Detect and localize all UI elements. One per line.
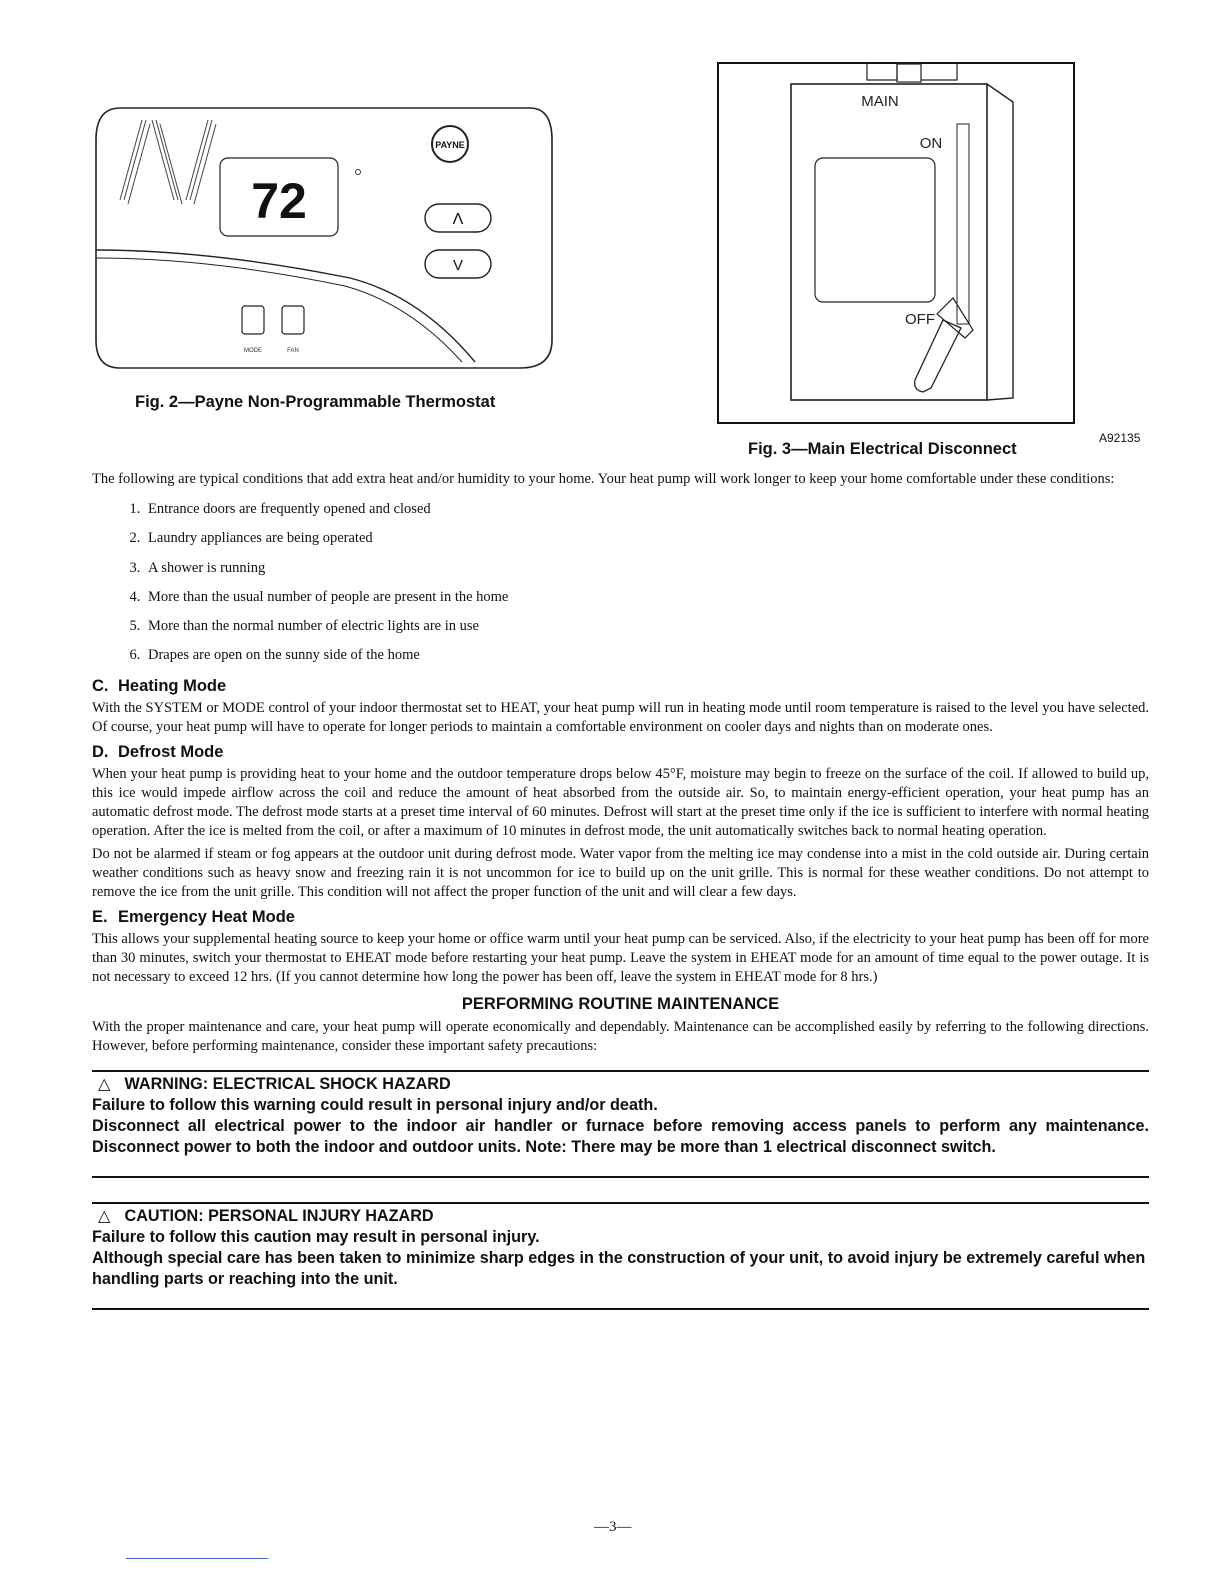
list-item: 3. A shower is running [144,554,1149,583]
section-letter: C. [92,676,109,695]
caution-box [92,1202,1149,1310]
caution-title [92,1206,1149,1227]
section-title: Defrost Mode [118,742,224,761]
bottom-link-underline[interactable] [126,1558,268,1559]
fan-label: FAN [287,348,299,354]
temperature-readout: 72 [251,173,307,229]
list-item: 6. Drapes are open on the sunny side of the home [144,641,1149,670]
page-number: —3— [594,1519,632,1535]
heating-mode-heading [92,675,1149,697]
disconnect-illustration [717,62,1075,424]
payne-logo-text: PAYNE [435,140,465,150]
thermostat-body [96,108,552,368]
conditions-list [92,495,1149,671]
disconnect-box [791,84,987,400]
warning-line-2: Disconnect all electrical power to the indoor air handler or furnace before removing access panels to perform any maintenance. Disconnect power to both the indoor and outdoor units. Note: There may be more than 1 electrical disconnect switch. [92,1116,1149,1156]
body-text [92,470,1149,1310]
warning-triangle-icon: △ [98,1074,111,1093]
up-arrow-icon: Λ [452,211,464,228]
list-item: 4. More than the usual number of people are present in the home [144,583,1149,612]
list-item: 5. More than the normal number of electric lights are in use [144,612,1149,641]
list-item: 2. Laundry appliances are being operated [144,524,1149,553]
main-label: MAIN [861,93,899,110]
down-arrow-icon: V [452,257,464,274]
defrost-mode-heading [92,741,1149,763]
section-letter: E. [92,907,108,926]
caution-title-text: CAUTION: PERSONAL INJURY HAZARD [124,1206,434,1225]
figure-code: A92135 [1099,431,1141,445]
maintenance-heading: PERFORMING ROUTINE MAINTENANCE [461,994,780,1013]
defrost-paragraph-2: Do not be alarmed if steam or fog appears at the outdoor unit during defrost mode. Water vapor from the melting ice may condense into a mist in the cold outside air. During certain weather conditions such as heavy snow and freezing rain it is not uncommon for ice to build up on the unit grille. This is normal for these weather conditions. Do not attempt to remove the ice from the unit grille. This condition will not affect the proper function of the unit and will clear a few days. [92,845,1149,900]
caution-line-1: Failure to follow this caution may result in personal injury. [92,1227,540,1246]
warning-title-text: WARNING: ELECTRICAL SHOCK HAZARD [124,1074,451,1093]
vent-slats-icon [120,120,216,204]
maintenance-paragraph: With the proper maintenance and care, your heat pump will operate economically and dependably. Maintenance can be accomplished easily by referring to the following directions. However, before performing maintenance, consider these important safety precautions: [92,1018,1149,1054]
on-label: ON [919,135,943,152]
mode-button[interactable] [242,306,264,334]
off-label: OFF [905,311,935,328]
emergency-paragraph: This allows your supplemental heating source to keep your home or office warm until your heat pump can be serviced. Also, if the electricity to your heat pump has been off for more than 30 minutes, switch your thermostat to EHEAT mode before restarting your heat pump. Leave the system in EHEAT mode for an amount of time equal to the power outage. It is not necessary to exceed 12 hrs. (If you cannot determine how long the power has been off, leave the system in EHEAT mode for 8 hrs.) [92,930,1149,985]
intro-paragraph: The following are typical conditions that add extra heat and/or humidity to your home. Your heat pump will work longer to keep your home comfortable under these conditions: [92,471,1115,487]
caution-line-2: Although special care has been taken to minimize sharp edges in the construction of your unit, to avoid injury be extremely careful when handling parts or reaching into the unit. [92,1248,1146,1288]
section-letter: D. [92,742,109,761]
thermostat-illustration [90,100,560,380]
mode-label: MODE [244,348,262,354]
defrost-paragraph-1: When your heat pump is providing heat to your home and the outdoor temperature drops below 45°F, moisture may begin to freeze on the surface of the coil. If allowed to build up, this ice would impede airflow across the coil and reduce the amount of heat absorbed from the outside air. So, to maintain energy-efficient operation, your heat pump has an automatic defrost mode. The defrost mode starts at a preset time interval of 60 minutes. Defrost will start at the preset time only if the ice is sufficient to interfere with normal heating operation. After the ice is melted from the coil, or after a maximum of 10 minutes in defrost mode, the unit automatically switches back to normal heating operation. [92,765,1149,839]
fig3-caption: Fig. 3—Main Electrical Disconnect [748,440,1017,458]
warning-box [92,1070,1149,1178]
caution-triangle-icon: △ [98,1206,111,1225]
section-title: Heating Mode [118,676,227,695]
section-title: Emergency Heat Mode [118,907,295,926]
disconnect-window [815,158,935,302]
heating-paragraph: With the SYSTEM or MODE control of your indoor thermostat set to HEAT, your heat pump will run in heating mode until room temperature is raised to the level you have selected. Of course, your heat pump will have to operate for longer periods to maintain a comfortable environment on cooler days and nights than on moderate ones. [92,699,1149,735]
emergency-heat-heading [92,906,1149,928]
fig2-caption: Fig. 2—Payne Non-Programmable Thermostat [135,393,496,411]
list-item: 1. Entrance doors are frequently opened and closed [144,495,1149,524]
fan-button[interactable] [282,306,304,334]
warning-title [92,1074,1149,1095]
warning-line-1: Failure to follow this warning could result in personal injury and/or death. [92,1095,658,1114]
